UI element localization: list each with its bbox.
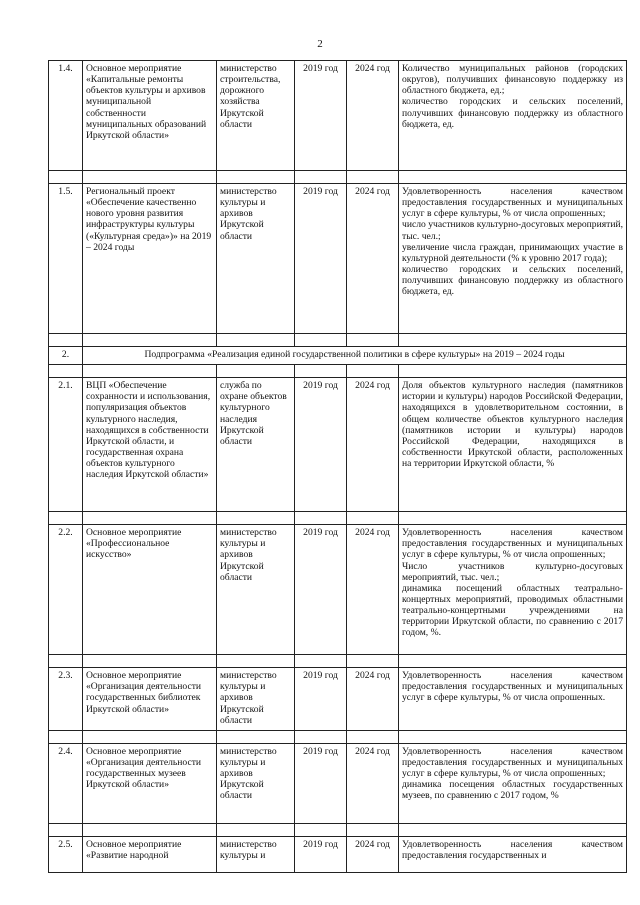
spacer-cell <box>295 655 347 668</box>
indicator-line: количество городских и сельских поселений, получивших финансовую поддержку из областного бюджета, ед. <box>402 263 623 298</box>
indicators <box>399 378 627 512</box>
row-number: 2.4. <box>49 743 83 823</box>
spacer-cell <box>217 171 295 184</box>
end-year: 2024 год <box>347 61 399 171</box>
spacer-cell <box>217 655 295 668</box>
table-row <box>49 836 627 872</box>
indicators <box>399 836 627 872</box>
indicator-line: Удовлетворенность населения качеством предоставления государственных и муниципальных услуг в сфере культуры, % от числа опрошенных; <box>402 527 623 561</box>
executor: министерство культуры и архивов Иркутской области <box>217 743 295 823</box>
activity-name: Основное мероприятие «Капитальные ремонты объектов культуры и архивов муниципальной собственности муниципальных образований Иркутской области» <box>83 61 217 171</box>
indicator-line: Количество муниципальных районов (городских округов), получивших финансовую поддержку из областного бюджета, ед.; <box>402 63 623 97</box>
start-year: 2019 год <box>295 378 347 512</box>
spacer-cell <box>49 730 83 743</box>
start-year: 2019 год <box>295 743 347 823</box>
table-row <box>49 378 627 512</box>
spacer-cell <box>49 171 83 184</box>
spacer-cell <box>217 365 295 378</box>
indicators <box>399 743 627 823</box>
activity-name: ВЦП «Обеспечение сохранности и использования, популяризация объектов культурного наследия, находящихся в собственности Иркутской области, и государственная охрана объектов культурного наследия Иркутской области» <box>83 378 217 512</box>
table-row <box>49 61 627 171</box>
spacer-cell <box>217 730 295 743</box>
row-spacer <box>49 171 627 184</box>
activity-name: Основное мероприятие «Развитие народной <box>83 836 217 872</box>
start-year: 2019 год <box>295 61 347 171</box>
start-year: 2019 год <box>295 668 347 731</box>
row-spacer <box>49 512 627 525</box>
spacer-cell <box>83 730 217 743</box>
spacer-cell <box>399 334 627 347</box>
spacer-cell <box>399 512 627 525</box>
indicators <box>399 525 627 655</box>
spacer-cell <box>347 512 399 525</box>
row-spacer <box>49 365 627 378</box>
spacer-cell <box>295 823 347 836</box>
activity-name: Основное мероприятие «Профессиональное искусство» <box>83 525 217 655</box>
row-spacer <box>49 334 627 347</box>
spacer-cell <box>295 365 347 378</box>
subprogram-row <box>49 347 627 365</box>
table-row <box>49 743 627 823</box>
spacer-cell <box>347 171 399 184</box>
indicators <box>399 184 627 334</box>
end-year: 2024 год <box>347 836 399 872</box>
end-year: 2024 год <box>347 525 399 655</box>
row-number: 2.2. <box>49 525 83 655</box>
spacer-cell <box>295 512 347 525</box>
spacer-cell <box>399 823 627 836</box>
spacer-cell <box>49 655 83 668</box>
row-number: 2.5. <box>49 836 83 872</box>
spacer-cell <box>83 365 217 378</box>
indicator-line: количество городских и сельских поселений, получивших финансовую поддержку из областного бюджета, ед. <box>402 96 623 130</box>
spacer-cell <box>347 730 399 743</box>
subprogram-title: Подпрограмма «Реализация единой государственной политики в сфере культуры» на 2019 – 2024 годы <box>83 347 627 365</box>
table-row <box>49 525 627 655</box>
spacer-cell <box>83 823 217 836</box>
spacer-cell <box>347 334 399 347</box>
spacer-cell <box>83 512 217 525</box>
executor: министерство строительства, дорожного хозяйства Иркутской области <box>217 61 295 171</box>
executor: министерство культуры и архивов Иркутской области <box>217 668 295 731</box>
start-year: 2019 год <box>295 525 347 655</box>
spacer-cell <box>295 730 347 743</box>
indicator-line: Доля объектов культурного наследия (памятников истории и культуры) народов Российской Федерации, находящихся в удовлетворительном состоянии, в общем количестве объектов культурного наследия (памятников истории и культуры) народов Российской Федерации, находящихся в собственности Иркутской области, расположенных на территории Иркутской области, % <box>402 380 623 469</box>
row-number: 2.1. <box>49 378 83 512</box>
spacer-cell <box>347 655 399 668</box>
indicator-line: Удовлетворенность населения качеством предоставления государственных и <box>402 838 623 861</box>
subprogram-number: 2. <box>49 347 83 365</box>
end-year: 2024 год <box>347 743 399 823</box>
spacer-cell <box>217 334 295 347</box>
spacer-cell <box>83 171 217 184</box>
end-year: 2024 год <box>347 668 399 731</box>
table-row <box>49 668 627 731</box>
spacer-cell <box>49 365 83 378</box>
activity-name: Региональный проект «Обеспечение качественно нового уровня развития инфраструктуры культуры («Культурная среда»)» на 2019 – 2024 годы <box>83 184 217 334</box>
start-year: 2019 год <box>295 184 347 334</box>
spacer-cell <box>83 655 217 668</box>
indicators <box>399 668 627 731</box>
indicator-line: динамика посещений областных театрально-концертных мероприятий, проводимых областными театрально-концертными учреждениями на территории Иркутской области, по сравнению с 2017 годом, %. <box>402 582 623 639</box>
spacer-cell <box>399 730 627 743</box>
indicator-line: число участников культурно-досуговых мероприятий, тыс. чел.; <box>402 219 623 242</box>
row-spacer <box>49 655 627 668</box>
spacer-cell <box>49 512 83 525</box>
spacer-cell <box>399 171 627 184</box>
spacer-cell <box>295 171 347 184</box>
spacer-cell <box>217 823 295 836</box>
spacer-cell <box>49 334 83 347</box>
executor: министерство культуры и архивов Иркутской области <box>217 184 295 334</box>
indicator-line: Число участников культурно-досуговых мероприятий, тыс. чел.; <box>402 560 623 583</box>
row-spacer <box>49 730 627 743</box>
spacer-cell <box>399 365 627 378</box>
end-year: 2024 год <box>347 184 399 334</box>
row-number: 2.3. <box>49 668 83 731</box>
indicator-line: Удовлетворенность населения качеством предоставления государственных и муниципальных услуг в сфере культуры, % от числа опрошенных; <box>402 186 623 220</box>
spacer-cell <box>49 823 83 836</box>
start-year: 2019 год <box>295 836 347 872</box>
executor: министерство культуры и <box>217 836 295 872</box>
row-number: 1.5. <box>49 184 83 334</box>
spacer-cell <box>217 512 295 525</box>
table-row <box>49 184 627 334</box>
spacer-cell <box>399 655 627 668</box>
executor: служба по охране объектов культурного наследия Иркутской области <box>217 378 295 512</box>
end-year: 2024 год <box>347 378 399 512</box>
executor: министерство культуры и архивов Иркутской области <box>217 525 295 655</box>
indicators <box>399 61 627 171</box>
indicator-line: динамика посещения областных государственных музеев, по сравнению с 2017 годом, % <box>402 779 623 802</box>
row-spacer <box>49 823 627 836</box>
spacer-cell <box>347 823 399 836</box>
activities-table <box>48 60 627 873</box>
activity-name: Основное мероприятие «Организация деятельности государственных библиотек Иркутской области» <box>83 668 217 731</box>
spacer-cell <box>83 334 217 347</box>
page-number: 2 <box>317 38 323 50</box>
row-number: 1.4. <box>49 61 83 171</box>
indicator-line: Удовлетворенность населения качеством предоставления государственных и муниципальных услуг в сфере культуры, % от числа опрошенных. <box>402 670 623 704</box>
spacer-cell <box>295 334 347 347</box>
spacer-cell <box>347 365 399 378</box>
activity-name: Основное мероприятие «Организация деятельности государственных музеев Иркутской области» <box>83 743 217 823</box>
indicator-line: увеличение числа граждан, принимающих участие в культурной деятельности (% к уровню 2017 года); <box>402 241 623 264</box>
indicator-line: Удовлетворенность населения качеством предоставления государственных и муниципальных услуг в сфере культуры, % от числа опрошенных; <box>402 745 623 779</box>
